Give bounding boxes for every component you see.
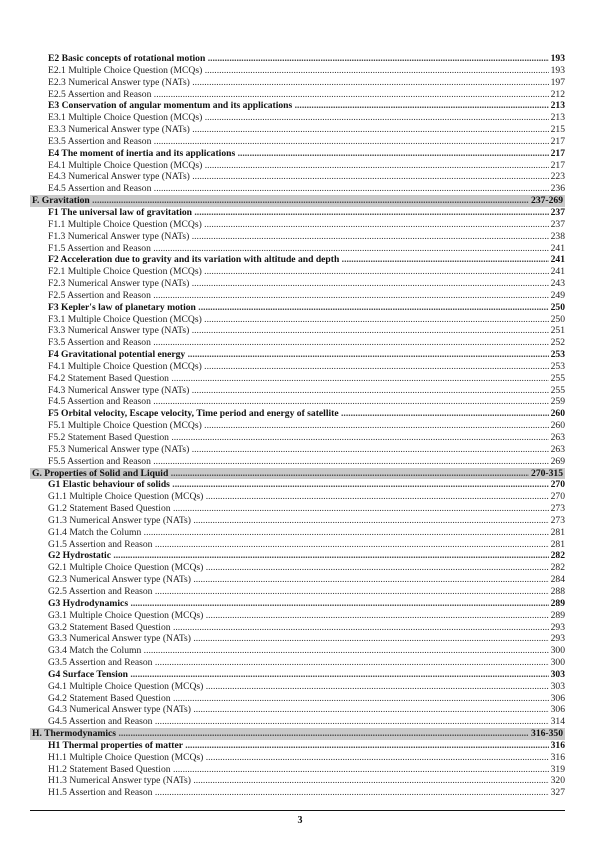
toc-subsection-row [30,444,565,456]
toc-entry-page: 217 [550,159,565,171]
toc-entry-page: 213 [550,112,565,124]
toc-entry-title: E3.1 Multiple Choice Question (MCQs) ..... [48,112,565,124]
toc-entry-page: 293 [550,633,565,645]
toc-entry-page: 293 [550,621,565,633]
toc-entry-title: E2.5 Assertion and Reason ..... [48,89,565,101]
toc-entry-title: F5.1 Multiple Choice Question (MCQs) ..... [48,420,565,432]
toc-entry-page: 237-269 [531,195,563,207]
toc-subsection-row [30,65,565,77]
toc-entry-title: H1.3 Numerical Answer type (NATs) ..... [48,775,565,787]
toc-entry-title: F3.1 Multiple Choice Question (MCQs) ..... [48,314,565,326]
toc-topic-row [30,100,565,112]
toc-entry-title: H1.1 Multiple Choice Question (MCQs) ..... [48,752,565,764]
toc-entry-page: 284 [550,574,565,586]
toc-entry-page: 252 [550,337,565,349]
toc-entry-title: F2 Acceleration due to gravity and its variation with altitude and depth ..... [48,254,565,266]
toc-subsection-row [30,586,565,598]
toc-entry-title: F4.1 Multiple Choice Question (MCQs) ..... [48,361,565,373]
toc-entry-page: 263 [550,443,565,455]
toc-entry-page: 236 [550,183,565,195]
toc-entry-title: G. Properties of Solid and Liquid ..... [30,468,565,480]
toc-entry-page: 269 [550,455,565,467]
toc-entry-title: F2.5 Assertion and Reason ..... [48,290,565,302]
toc-entry-page: 260 [550,420,565,432]
toc-subsection-row [30,633,565,645]
toc-entry-title: G4.2 Statement Based Question ..... [48,693,565,705]
toc-entry-title: G4.1 Multiple Choice Question (MCQs) ..... [48,681,565,693]
toc-entry-page: 270 [550,479,565,491]
toc-entry-title: G1.4 Match the Column ..... [48,527,565,539]
toc-subsection-row [30,681,565,693]
toc-entry-page: 215 [550,124,565,136]
toc-entry-page: 316 [550,751,565,763]
toc-subsection-row [30,704,565,716]
toc-subsection-row [30,266,565,278]
toc-entry-title: G1.1 Multiple Choice Question (MCQs) ..... [48,491,565,503]
toc-topic-row [30,408,565,420]
toc-entry-page: 327 [550,787,565,799]
toc-entry-title: G1 Elastic behaviour of solids ..... [48,479,565,491]
toc-subsection-row [30,775,565,787]
toc-entry-page: 213 [550,100,565,112]
toc-subsection-row [30,574,565,586]
toc-entry-title: F1.1 Multiple Choice Question (MCQs) ..... [48,219,565,231]
toc-entry-title: H1.2 Statement Based Question ..... [48,764,565,776]
toc-entry-title: F2.3 Numerical Answer type (NATs) ..... [48,278,565,290]
toc-entry-title: G1.2 Statement Based Question ..... [48,503,565,515]
toc-entry-page: 260 [550,408,565,420]
toc-entry-page: 316-350 [531,728,563,740]
toc-entry-page: 255 [550,384,565,396]
toc-entry-page: 281 [550,526,565,538]
toc-subsection-row [30,231,565,243]
toc-topic-row [30,550,565,562]
toc-entry-page: 251 [550,325,565,337]
toc-entry-page: 255 [550,372,565,384]
toc-entry-title: F3.5 Assertion and Reason ..... [48,337,565,349]
toc-subsection-row [30,337,565,349]
toc-entry-page: 320 [550,775,565,787]
toc-topic-row [30,207,565,219]
toc-entry-title: E4.3 Numerical Answer type (NATs) ..... [48,171,565,183]
toc-entry-page: 241 [550,254,565,266]
toc-entry-page: 319 [550,763,565,775]
toc-entry-title: E2.3 Numerical Answer type (NATs) ..... [48,77,565,89]
toc-entry-page: 282 [550,550,565,562]
toc-entry-title: G3.2 Statement Based Question ..... [48,622,565,634]
toc-entry-page: 289 [550,609,565,621]
toc-entry-page: 316 [550,739,565,751]
toc-entry-title: E2 Basic concepts of rotational motion ..... [48,53,565,65]
toc-subsection-row [30,219,565,231]
toc-entry-page: 289 [550,597,565,609]
toc-entry-title: G2.1 Multiple Choice Question (MCQs) ..... [48,562,565,574]
toc-entry-page: 253 [550,360,565,372]
toc-subsection-row [30,385,565,397]
toc-entry-page: 212 [550,88,565,100]
toc-entry-title: F5 Orbital velocity, Escape velocity, Time period and energy of satellite ..... [48,408,565,420]
toc-topic-row [30,302,565,314]
toc-subsection-row [30,716,565,728]
toc-entry-title: G2 Hydrostatic ..... [48,550,565,562]
toc-subsection-row [30,124,565,136]
toc-subsection-row [30,610,565,622]
toc-subsection-row [30,503,565,515]
toc-entry-page: 273 [550,514,565,526]
toc-entry-title: G1.3 Numerical Answer type (NATs) ..... [48,515,565,527]
toc-entry-title: H1.5 Assertion and Reason ..... [48,787,565,799]
toc-entry-title: F4.2 Statement Based Question ..... [48,373,565,385]
toc-entry-page: 217 [550,147,565,159]
toc-subsection-row [30,787,565,799]
toc-entry-title: H. Thermodynamics ..... [30,728,565,740]
toc-subsection-row [30,515,565,527]
toc-entry-title: E3.3 Numerical Answer type (NATs) ..... [48,124,565,136]
toc-entry-title: G3.3 Numerical Answer type (NATs) ..... [48,633,565,645]
toc-subsection-row [30,373,565,385]
toc-entry-title: E3 Conservation of angular momentum and its applications ..... [48,100,565,112]
toc-subsection-row [30,645,565,657]
toc-entry-page: 300 [550,645,565,657]
toc-entry-title: F4.3 Numerical Answer type (NATs) ..... [48,385,565,397]
toc-entry-page: 223 [550,171,565,183]
toc-entry-page: 303 [550,668,565,680]
toc-entry-title: G3.5 Assertion and Reason ..... [48,657,565,669]
toc-entry-title: E3.5 Assertion and Reason ..... [48,136,565,148]
toc-entry-page: 259 [550,396,565,408]
toc-entry-page: 281 [550,538,565,550]
toc-subsection-row [30,314,565,326]
toc-chapter-row [30,728,565,740]
toc-entry-page: 193 [550,53,565,64]
toc-entry-title: G2.5 Assertion and Reason ..... [48,586,565,598]
toc-entry-title: G3.1 Multiple Choice Question (MCQs) ..... [48,610,565,622]
toc-entry-title: F. Gravitation ..... [30,195,565,207]
toc-entry-title: F2.1 Multiple Choice Question (MCQs) ..... [48,266,565,278]
toc-subsection-row [30,77,565,89]
toc-chapter-row [30,468,565,480]
toc-subsection-row [30,491,565,503]
toc-entry-page: 303 [550,680,565,692]
toc-subsection-row [30,160,565,172]
table-of-contents [30,53,565,799]
toc-subsection-row [30,657,565,669]
toc-entry-title: E4.5 Assertion and Reason ..... [48,183,565,195]
toc-subsection-row [30,432,565,444]
toc-subsection-row [30,396,565,408]
toc-subsection-row [30,764,565,776]
toc-entry-title: F5.2 Statement Based Question ..... [48,432,565,444]
toc-entry-page: 288 [550,585,565,597]
toc-entry-title: E2.1 Multiple Choice Question (MCQs) ..... [48,65,565,77]
page-number: 3 [297,815,303,826]
toc-entry-page: 282 [550,562,565,574]
toc-chapter-row [30,195,565,207]
toc-topic-row [30,740,565,752]
toc-entry-title: G4.3 Numerical Answer type (NATs) ..... [48,704,565,716]
toc-entry-title: G4 Surface Tension ..... [48,669,565,681]
toc-entry-page: 193 [550,64,565,76]
toc-entry-page: 250 [550,313,565,325]
toc-subsection-row [30,420,565,432]
toc-entry-page: 253 [550,349,565,361]
toc-entry-title: F4 Gravitational potential energy ..... [48,349,565,361]
toc-entry-page: 217 [550,135,565,147]
toc-subsection-row [30,539,565,551]
toc-entry-page: 249 [550,289,565,301]
toc-entry-page: 300 [550,657,565,669]
toc-subsection-row [30,89,565,101]
toc-entry-page: 241 [550,266,565,278]
toc-entry-title: G3.4 Match the Column ..... [48,645,565,657]
toc-topic-row [30,349,565,361]
toc-subsection-row [30,171,565,183]
toc-entry-page: 197 [550,76,565,88]
toc-subsection-row [30,290,565,302]
toc-entry-page: 306 [550,692,565,704]
toc-subsection-row [30,325,565,337]
toc-entry-title: F1.5 Assertion and Reason ..... [48,243,565,255]
toc-topic-row [30,53,565,65]
toc-subsection-row [30,622,565,634]
toc-entry-title: E4.1 Multiple Choice Question (MCQs) ..... [48,160,565,172]
toc-entry-title: F3.3 Numerical Answer type (NATs) ..... [48,325,565,337]
toc-entry-title: G1.5 Assertion and Reason ..... [48,539,565,551]
toc-topic-row [30,479,565,491]
toc-entry-page: 243 [550,278,565,290]
toc-entry-page: 237 [550,218,565,230]
toc-topic-row [30,598,565,610]
toc-subsection-row [30,752,565,764]
toc-subsection-row [30,278,565,290]
toc-subsection-row [30,243,565,255]
toc-topic-row [30,148,565,160]
toc-entry-title: H1 Thermal properties of matter ..... [48,740,565,752]
toc-entry-page: 241 [550,242,565,254]
toc-entry-title: F5.5 Assertion and Reason ..... [48,456,565,468]
toc-entry-page: 263 [550,432,565,443]
toc-topic-row [30,669,565,681]
toc-entry-page: 273 [550,503,565,515]
toc-entry-page: 250 [550,301,565,313]
toc-entry-title: G4.5 Assertion and Reason ..... [48,716,565,728]
toc-subsection-row [30,183,565,195]
toc-entry-page: 270 [550,491,565,503]
toc-entry-page: 270-315 [531,467,563,479]
toc-entry-page: 314 [550,716,565,728]
toc-entry-page: 238 [550,230,565,242]
toc-subsection-row [30,136,565,148]
toc-subsection-row [30,693,565,705]
toc-subsection-row [30,361,565,373]
toc-entry-title: F1 The universal law of gravitation ..... [48,207,565,219]
toc-entry-title: F3 Kepler's law of planetary motion ..... [48,302,565,314]
toc-entry-title: G3 Hydrodynamics ..... [48,598,565,610]
toc-entry-title: E4 The moment of inertia and its applications ..... [48,148,565,160]
toc-subsection-row [30,456,565,468]
toc-topic-row [30,254,565,266]
toc-subsection-row [30,527,565,539]
footer-rule [30,810,565,811]
toc-entry-title: F5.3 Numerical Answer type (NATs) ..... [48,444,565,456]
toc-subsection-row [30,112,565,124]
toc-entry-title: F4.5 Assertion and Reason ..... [48,396,565,408]
toc-entry-title: G2.3 Numerical Answer type (NATs) ..... [48,574,565,586]
toc-entry-page: 237 [550,206,565,218]
toc-subsection-row [30,562,565,574]
toc-entry-page: 306 [550,704,565,716]
toc-entry-title: F1.3 Numerical Answer type (NATs) ..... [48,231,565,243]
